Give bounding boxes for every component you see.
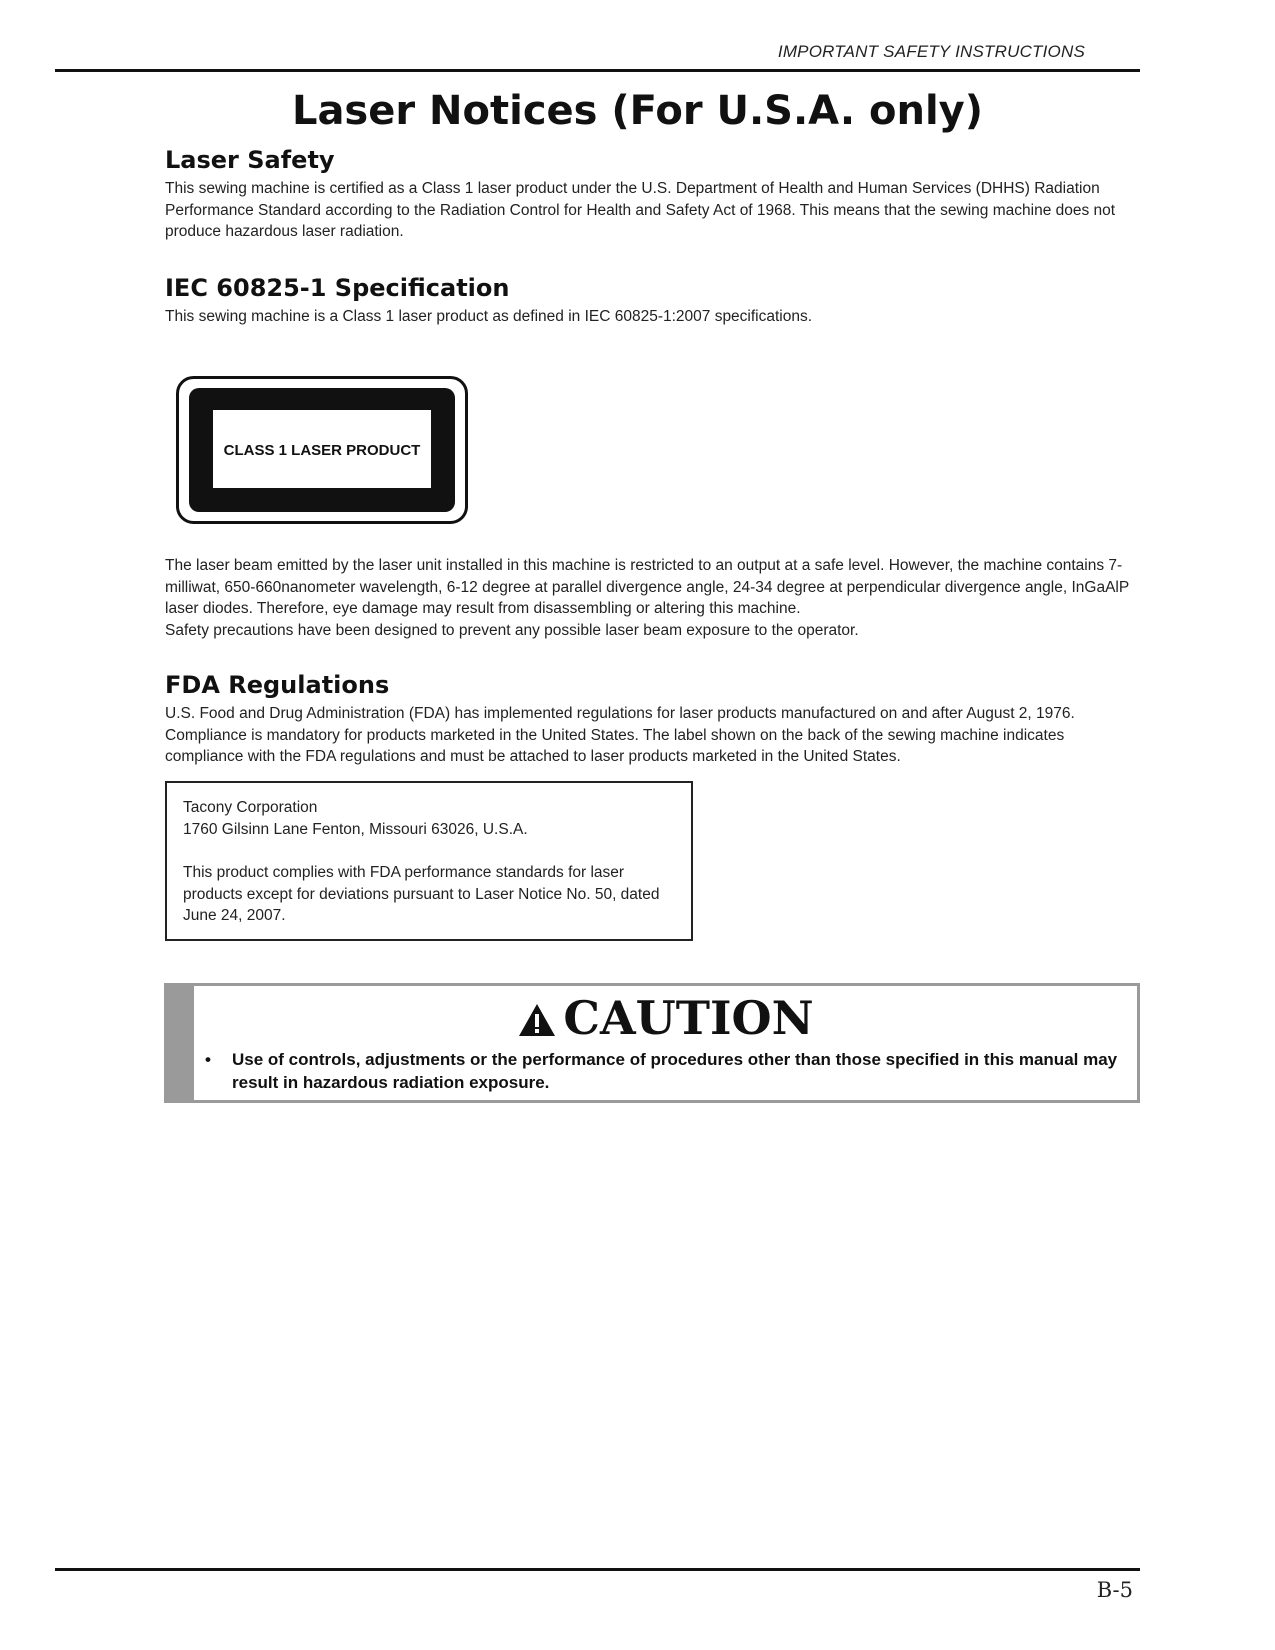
footer-rule xyxy=(55,1568,1140,1571)
caution-bullet: • xyxy=(205,1050,211,1069)
caution-title xyxy=(194,992,1137,1044)
beam-body-2: Safety precautions have been designed to prevent any possible laser beam exposure to the operator. xyxy=(165,621,859,639)
laser-safety-body: This sewing machine is certified as a Class 1 laser product under the U.S. Department of Health and Human Services (DHHS) Radiation Performance Standard according to the Radiation Control for Health and Safety Act of 1968. This means that the sewing machine does not produce hazardous laser radiation. xyxy=(165,180,1116,240)
laser-label-text: CLASS 1 LASER PRODUCT xyxy=(223,442,421,459)
fda-statement: This product complies with FDA performance standards for laser products except for deviations pursuant to Laser Notice No. 50, dated June 24, 2007. xyxy=(183,864,660,924)
fda-address: 1760 Gilsinn Lane Fenton, Missouri 63026, U.S.A. xyxy=(183,820,528,838)
iec-heading: IEC 60825-1 Specification xyxy=(165,274,510,302)
beam-body: The laser beam emitted by the laser unit installed in this machine is restricted to an output at a safe level. However, the machine contains 7-milliwat, 650-660nanometer wavelength, 6-12 degree at parallel divergence angle, 24-34 degree at perpendicular divergence angle, InGaAlP laser diodes. Therefore, eye damage may result from disassembling or altering this machine. xyxy=(165,557,1129,617)
caution-item xyxy=(203,1048,1123,1094)
fda-compliance-label xyxy=(165,781,693,941)
fda-body: U.S. Food and Drug Administration (FDA) has implemented regulations for laser products manufactured on and after August 2, 1976. Compliance is mandatory for products marketed in the United States. The label shown on the back of the sewing machine indicates compliance with the FDA regulations and must be attached to laser products marketed in the United States. xyxy=(165,705,1075,765)
class1-laser-label xyxy=(176,376,468,524)
fda-heading: FDA Regulations xyxy=(165,671,390,699)
header-rule xyxy=(55,69,1140,72)
section-beam xyxy=(165,555,1140,641)
section-laser-safety xyxy=(165,146,1140,243)
caution-side-bar xyxy=(167,986,194,1100)
laser-safety-heading: Laser Safety xyxy=(165,146,335,174)
page-number: B-5 xyxy=(1096,1578,1133,1602)
iec-body: This sewing machine is a Class 1 laser product as defined in IEC 60825-1:2007 specifications. xyxy=(165,308,813,325)
running-header: IMPORTANT SAFETY INSTRUCTIONS xyxy=(777,42,1085,61)
fda-company: Tacony Corporation xyxy=(183,799,318,816)
section-fda xyxy=(165,671,1140,768)
caution-box xyxy=(164,983,1140,1103)
page-title: Laser Notices (For U.S.A. only) xyxy=(291,88,984,134)
caution-item-text: Use of controls, adjustments or the performance of procedures other than those specified in this manual may result in hazardous radiation exposure. xyxy=(232,1050,1118,1092)
caution-title-text: CAUTION xyxy=(563,991,814,1045)
section-iec xyxy=(165,274,1140,328)
warning-triangle-icon xyxy=(517,1002,557,1038)
